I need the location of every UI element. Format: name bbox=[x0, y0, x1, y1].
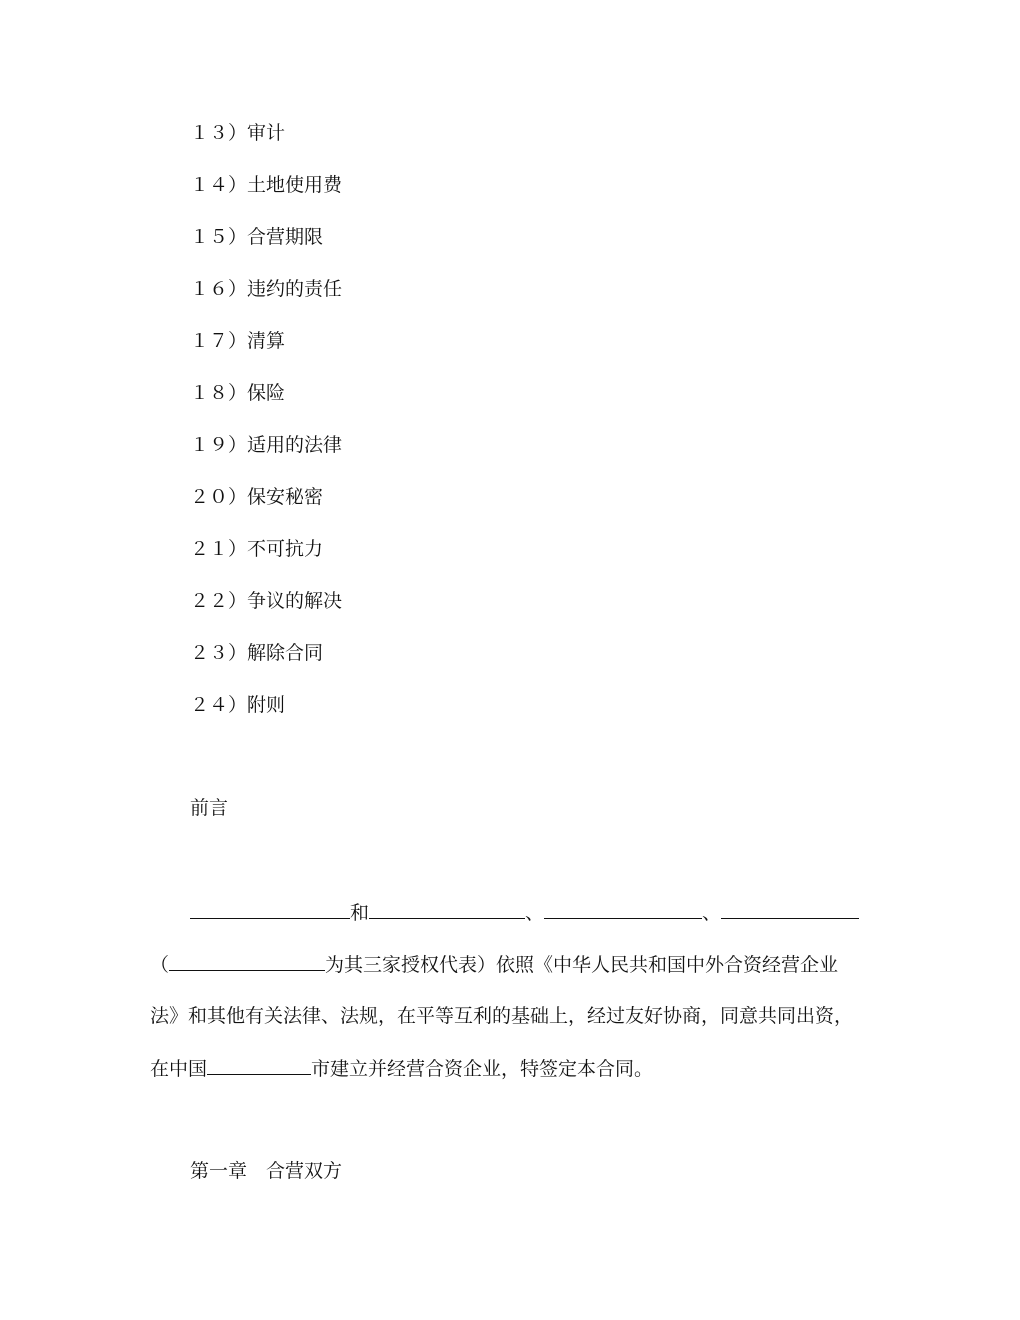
toc-number: １７） bbox=[190, 330, 248, 352]
toc-number: １３） bbox=[190, 122, 248, 144]
toc-number: １９） bbox=[190, 434, 248, 456]
toc-label: 审计 bbox=[247, 122, 286, 144]
toc-label: 违约的责任 bbox=[247, 278, 343, 300]
representative-blank bbox=[169, 952, 325, 971]
toc-number: １６） bbox=[190, 278, 248, 300]
toc-label: 附则 bbox=[247, 694, 286, 716]
preface-text: 为其三家授权代表）依照《中华人民共和国中外合资经营企业 bbox=[325, 954, 839, 976]
toc-item bbox=[190, 589, 342, 613]
preface-text: 和 bbox=[350, 902, 370, 924]
toc-item bbox=[190, 381, 285, 405]
preface-text: 市建立并经营合资企业，特签定本合同。 bbox=[311, 1058, 654, 1080]
party-a-blank bbox=[190, 900, 350, 919]
party-d-blank bbox=[721, 900, 859, 919]
preface-text: 、 bbox=[702, 902, 722, 924]
preface-line-2 bbox=[150, 952, 838, 976]
toc-number: １５） bbox=[190, 226, 248, 248]
toc-label: 适用的法律 bbox=[247, 434, 343, 456]
preface-text: 在中国 bbox=[150, 1058, 208, 1080]
toc-number: １４） bbox=[190, 174, 248, 196]
toc-item bbox=[190, 225, 323, 249]
toc-item bbox=[190, 433, 342, 457]
toc-item bbox=[190, 173, 342, 197]
toc-label: 土地使用费 bbox=[247, 174, 343, 196]
toc-number: ２３） bbox=[190, 642, 248, 664]
toc-label: 清算 bbox=[247, 330, 286, 352]
toc-item bbox=[190, 485, 323, 509]
preface-text: （ bbox=[150, 954, 170, 976]
preface-text: 、 bbox=[525, 902, 545, 924]
toc-number: １８） bbox=[190, 382, 248, 404]
toc-number: ２２） bbox=[190, 590, 248, 612]
toc-number: ２４） bbox=[190, 694, 248, 716]
toc-label: 解除合同 bbox=[247, 642, 324, 664]
preface-heading: 前言 bbox=[190, 797, 229, 819]
toc-item bbox=[190, 277, 342, 301]
city-blank bbox=[207, 1056, 311, 1075]
toc-label: 保安秘密 bbox=[247, 486, 324, 508]
preface-line-4 bbox=[150, 1056, 653, 1080]
preface-line-3: 法》和其他有关法律、法规，在平等互利的基础上，经过友好协商，同意共同出资， bbox=[150, 1005, 854, 1027]
toc-item bbox=[190, 329, 285, 353]
chapter-heading: 第一章 合营双方 bbox=[190, 1160, 343, 1182]
preface-line-1 bbox=[190, 900, 859, 924]
toc-number: ２１） bbox=[190, 538, 248, 560]
toc-label: 不可抗力 bbox=[247, 538, 324, 560]
toc-label: 合营期限 bbox=[247, 226, 324, 248]
party-b-blank bbox=[369, 900, 525, 919]
toc-number: ２０） bbox=[190, 486, 248, 508]
toc-item bbox=[190, 641, 323, 665]
toc-label: 保险 bbox=[247, 382, 286, 404]
toc-item bbox=[190, 537, 323, 561]
party-c-blank bbox=[544, 900, 702, 919]
toc-item bbox=[190, 121, 285, 145]
toc-label: 争议的解决 bbox=[247, 590, 343, 612]
toc-item bbox=[190, 693, 285, 717]
